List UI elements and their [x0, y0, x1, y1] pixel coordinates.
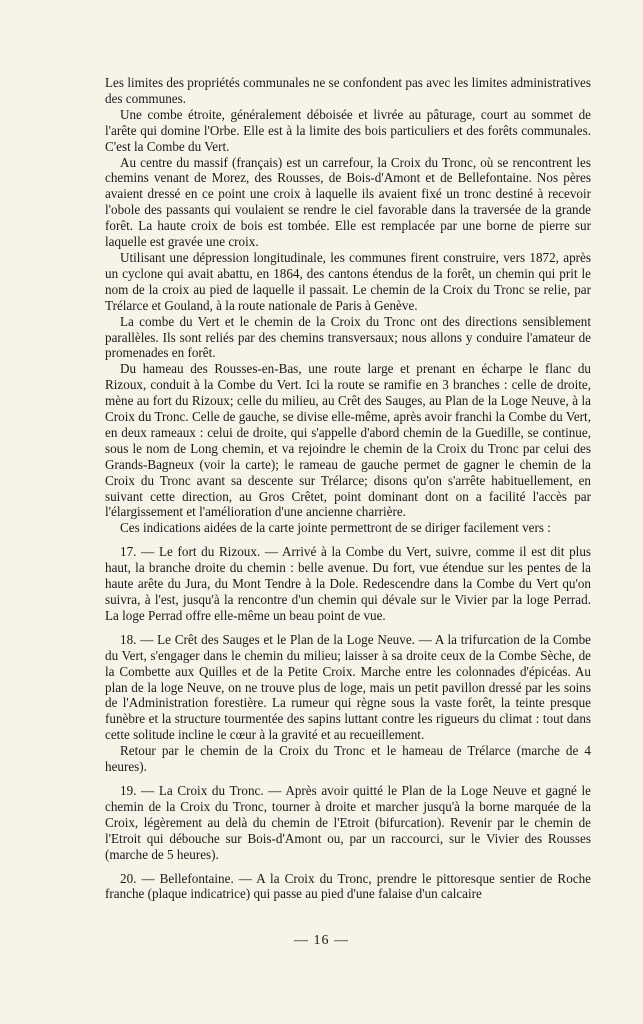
body-text	[105, 75, 591, 902]
section-17: 17. — Le fort du Rizoux. — Arrivé à la Combe du Vert, suivre, comme il est dit plus haut, la branche droite du chemin : belle avenue. Du fort, vue étendue sur les pentes de la haute arête du Jura, du Mont Tendre à la Dole. Redescendre dans la Combe du Vert qu'on suivra, à l'est, jusqu'à la rencontre d'un chemin qui dévale sur le Vivier par la loge Perrad. La loge Perrad offre elle-même un beau point de vue.	[105, 544, 591, 623]
paragraph: La combe du Vert et le chemin de la Croix du Tronc ont des directions sensiblement parallèles. Ils sont reliés par des chemins transversaux; nous allons y conduire l'amateur de promenades en forêt.	[105, 313, 591, 361]
paragraph: Les limites des propriétés communales ne se confondent pas avec les limites administratives des communes.	[105, 75, 591, 106]
paragraph: Du hameau des Rousses-en-Bas, une route large et prenant en écharpe le flanc du Rizoux, conduit à la Combe du Vert. Ici la route se ramifie en 3 branches : celle de droite, mène au fort du Rizoux; celle du milieu, au Crêt des Sauges, au Plan de la Loge Neuve, à la Croix du Tronc. Celle de gauche, se divise elle-même, après avoir franchi la Combe du Vert, en deux rameaux : celui de droite, qui s'appelle d'abord chemin de la Guedille, se continue, sous le nom de Long chemin, et va rejoindre le chemin de la Croix du Tronc par celui des Grands-Bagneux (voir la carte); le rameau de gauche permet de gagner le chemin de la Croix du Tronc avant sa descente sur Trélarce; disons qu'on s'arrête habituellement, en suivant cette direction, au Gros Crêtet, point dominant dont on a facilité l'accès par l'élargissement et l'amélioration d'une ancienne charrière.	[105, 361, 591, 520]
paragraph: Au centre du massif (français) est un carrefour, la Croix du Tronc, où se rencontrent les chemins venant de Morez, des Rousses, de Bois-d'Amont et de Bellefontaine. Nos pères avaient dressé en ce point une croix à laquelle ils avaient fixé un tronc destiné à recevoir l'obole des passants qui voulaient se rendre le ciel favorable dans la traversée de la grande forêt. La haute croix de bois est tombée. Elle est remplacée par une borne de pierre sur laquelle est gravée une croix.	[105, 154, 591, 250]
section-19: 19. — La Croix du Tronc. — Après avoir quitté le Plan de la Loge Neuve et gagné le chemin de la Croix du Tronc, tourner à droite et marcher jusqu'à la borne marquée de la Croix, légèrement au delà du chemin de l'Etroit (bifurcation). Revenir par le chemin de l'Etroit qui débouche sur Bois-d'Amont ou, par un raccourci, sur le Vivier des Rousses (marche de 5 heures).	[105, 782, 591, 862]
paragraph: Une combe étroite, généralement déboisée et livrée au pâturage, court au sommet de l'arête qui domine l'Orbe. Elle est à la limite des bois particuliers et des forêts communales. C'est la Combe du Vert.	[105, 106, 591, 154]
section-20: 20. — Bellefontaine. — A la Croix du Tronc, prendre le pittoresque sentier de Roche franche (plaque indicatrice) qui passe au pied d'une falaise d'un calcaire	[105, 870, 591, 902]
section-18: 18. — Le Crêt des Sauges et le Plan de la Loge Neuve. — A la trifurcation de la Combe du Vert, s'engager dans le chemin du milieu; laisser à sa droite ceux de la Combe Sèche, de la Combette aux Quilles et de la Petite Croix. Marche entre les colonnades d'épicéas. Au plan de la loge Neuve, on ne trouve plus de loge, mais un petit pavillon dressé par les soins de l'Administration forestière. La rumeur qui règne sous la vaste forêt, la teinte presque funèbre et la structure tourmentée des sapins luttant contre les rigueurs du climat : tout dans cette solitude incline le cœur à la gravité et au recueillement.	[105, 631, 591, 743]
paragraph: Ces indications aidées de la carte jointe permettront de se diriger facilement vers :	[120, 520, 551, 536]
paragraph: Retour par le chemin de la Croix du Tronc et le hameau de Trélarce (marche de 4 heures).	[105, 743, 591, 775]
page-number: — 16 —	[294, 933, 349, 948]
paragraph: Utilisant une dépression longitudinale, les communes firent construire, vers 1872, après un cyclone qui avait abattu, en 1864, des cantons étendus de la forêt, un chemin qui prit le nom de la croix au pied de laquelle il passait. Le chemin de la Croix du Tronc se relie, par Trélarce et Gouland, à la route nationale de Paris à Genève.	[105, 249, 591, 313]
